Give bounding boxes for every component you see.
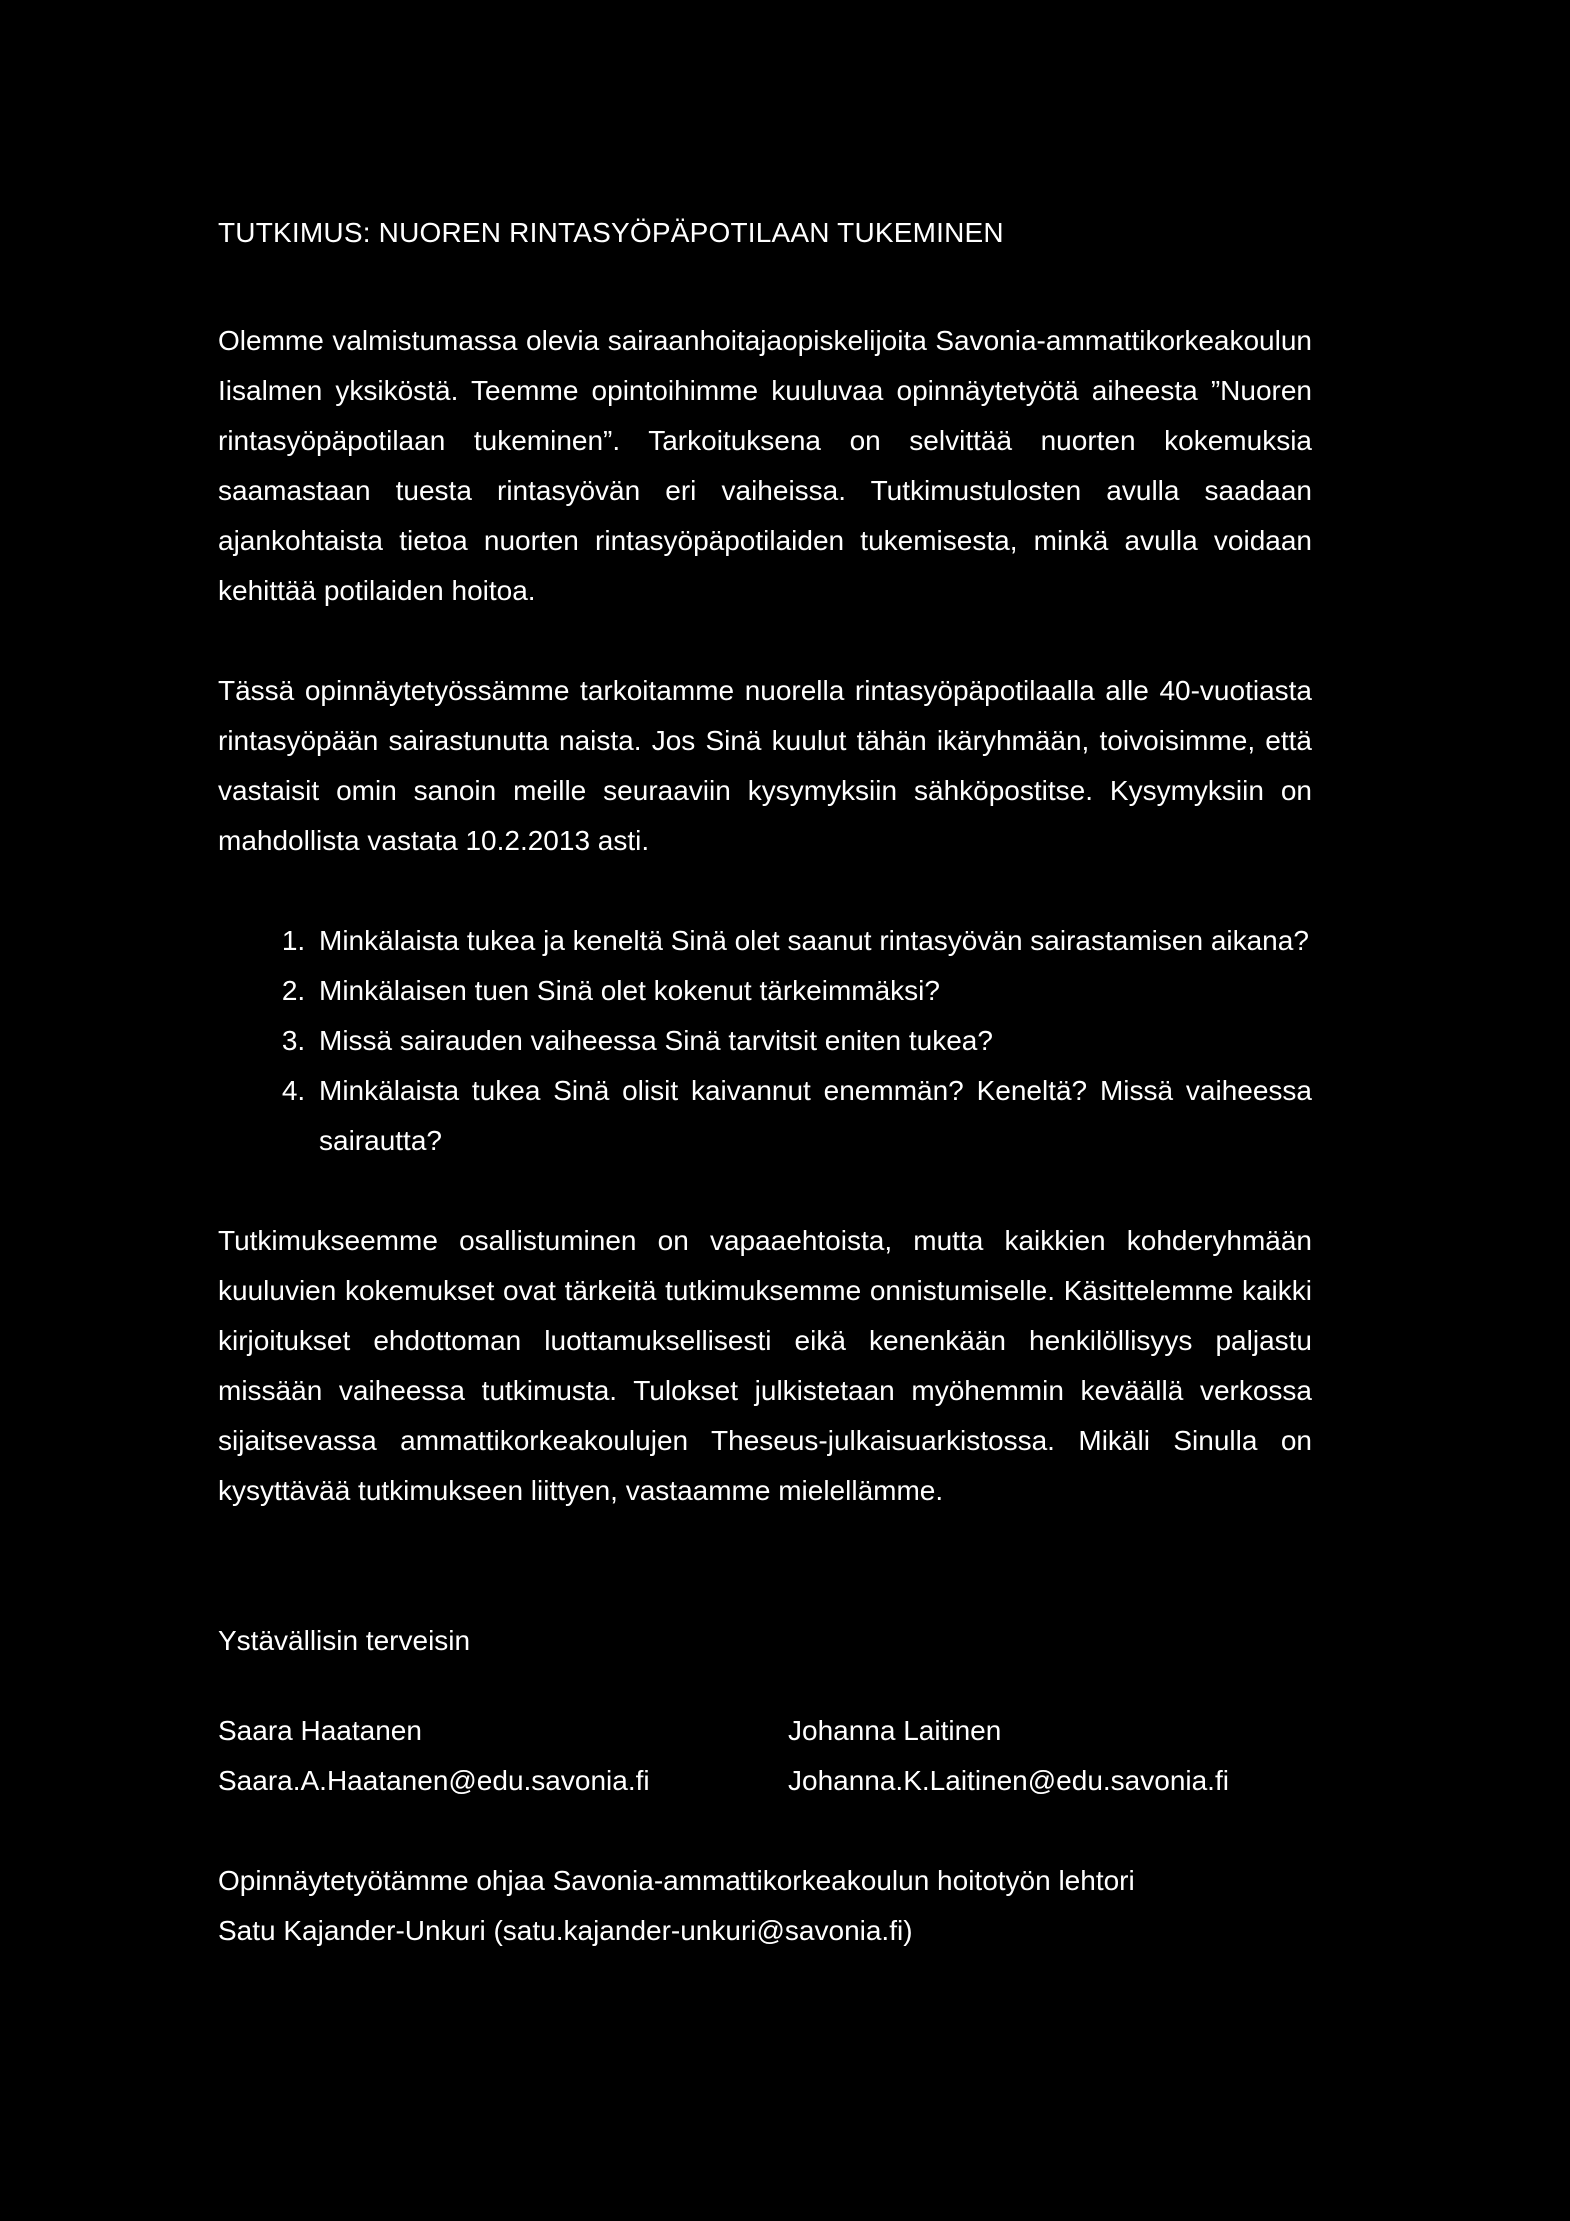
signatory-email: Johanna.K.Laitinen@edu.savonia.fi	[788, 1765, 1229, 1796]
signatory-name: Johanna Laitinen	[788, 1715, 1002, 1746]
letter-page	[218, 212, 1312, 1956]
advisor-line-2: Satu Kajander-Unkuri (satu.kajander-unkuri@savonia.fi)	[218, 1915, 913, 1946]
closing-paragraph: Tutkimukseemme osallistuminen on vapaaehtoista, mutta kaikkien kohderyhmään kuuluvien kokemukset ovat tärkeitä tutkimuksemme onnistumiselle. Käsittelemme kaikki kirjoitukset ehdottoman luottamuksellisesti eikä kenenkään henkilöllisyys paljastu missään vaiheessa tutkimusta. Tulokset julkistetaan myöhemmin keväällä verkossa sijaitsevassa ammattikorkeakoulujen Theseus-julkaisuarkistossa. Mikäli Sinulla on kysyttävää tutkimukseen liittyen, vastaamme mielellämme.	[218, 1225, 1312, 1506]
question-item: 3. Missä sairauden vaiheessa Sinä tarvitsit eniten tukea?	[313, 1016, 1312, 1066]
advisor-line-1: Opinnäytetyötämme ohjaa Savonia-ammattikorkeakoulun hoitotyön lehtori	[218, 1865, 1135, 1896]
signatory	[788, 1706, 1229, 1806]
signatory	[218, 1706, 788, 1806]
page-title: TUTKIMUS: NUOREN RINTASYÖPÄPOTILAAN TUKEMINEN	[218, 217, 1004, 248]
greeting: Ystävällisin terveisin	[218, 1625, 471, 1656]
signatory-email: Saara.A.Haatanen@edu.savonia.fi	[218, 1765, 650, 1796]
question-item: 4. Minkälaista tukea Sinä olisit kaivannut enemmän? Keneltä? Missä vaiheessa sairautta?	[313, 1066, 1312, 1166]
question-list	[218, 916, 1312, 1166]
signatures	[218, 1706, 1312, 1806]
question-item: 2. Minkälaisen tuen Sinä olet kokenut tärkeimmäksi?	[313, 966, 1312, 1016]
signatory-name: Saara Haatanen	[218, 1715, 422, 1746]
question-item: 1. Minkälaista tukea ja keneltä Sinä olet saanut rintasyövän sairastamisen aikana?	[313, 916, 1312, 966]
intro-paragraph: Olemme valmistumassa olevia sairaanhoitajaopiskelijoita Savonia-ammattikorkeakoulun Iisalmen yksiköstä. Teemme opintoihimme kuuluvaa opinnäytetyötä aiheesta ”Nuoren rintasyöpäpotilaan tukeminen”. Tarkoituksena on selvittää nuorten kokemuksia saamastaan tuesta rintasyövän eri vaiheissa. Tutkimustulosten avulla saadaan ajankohtaista tietoa nuorten rintasyöpäpotilaiden tukemisesta, minkä avulla voidaan kehittää potilaiden hoitoa.	[218, 325, 1312, 606]
advisor-info	[218, 1856, 1312, 1956]
target-group-paragraph: Tässä opinnäytetyössämme tarkoitamme nuorella rintasyöpäpotilaalla alle 40-vuotiasta rintasyöpään sairastunutta naista. Jos Sinä kuulut tähän ikäryhmään, toivoisimme, että vastaisit omin sanoin meille seuraaviin kysymyksiin sähköpostitse. Kysymyksiin on mahdollista vastata 10.2.2013 asti.	[218, 675, 1312, 856]
